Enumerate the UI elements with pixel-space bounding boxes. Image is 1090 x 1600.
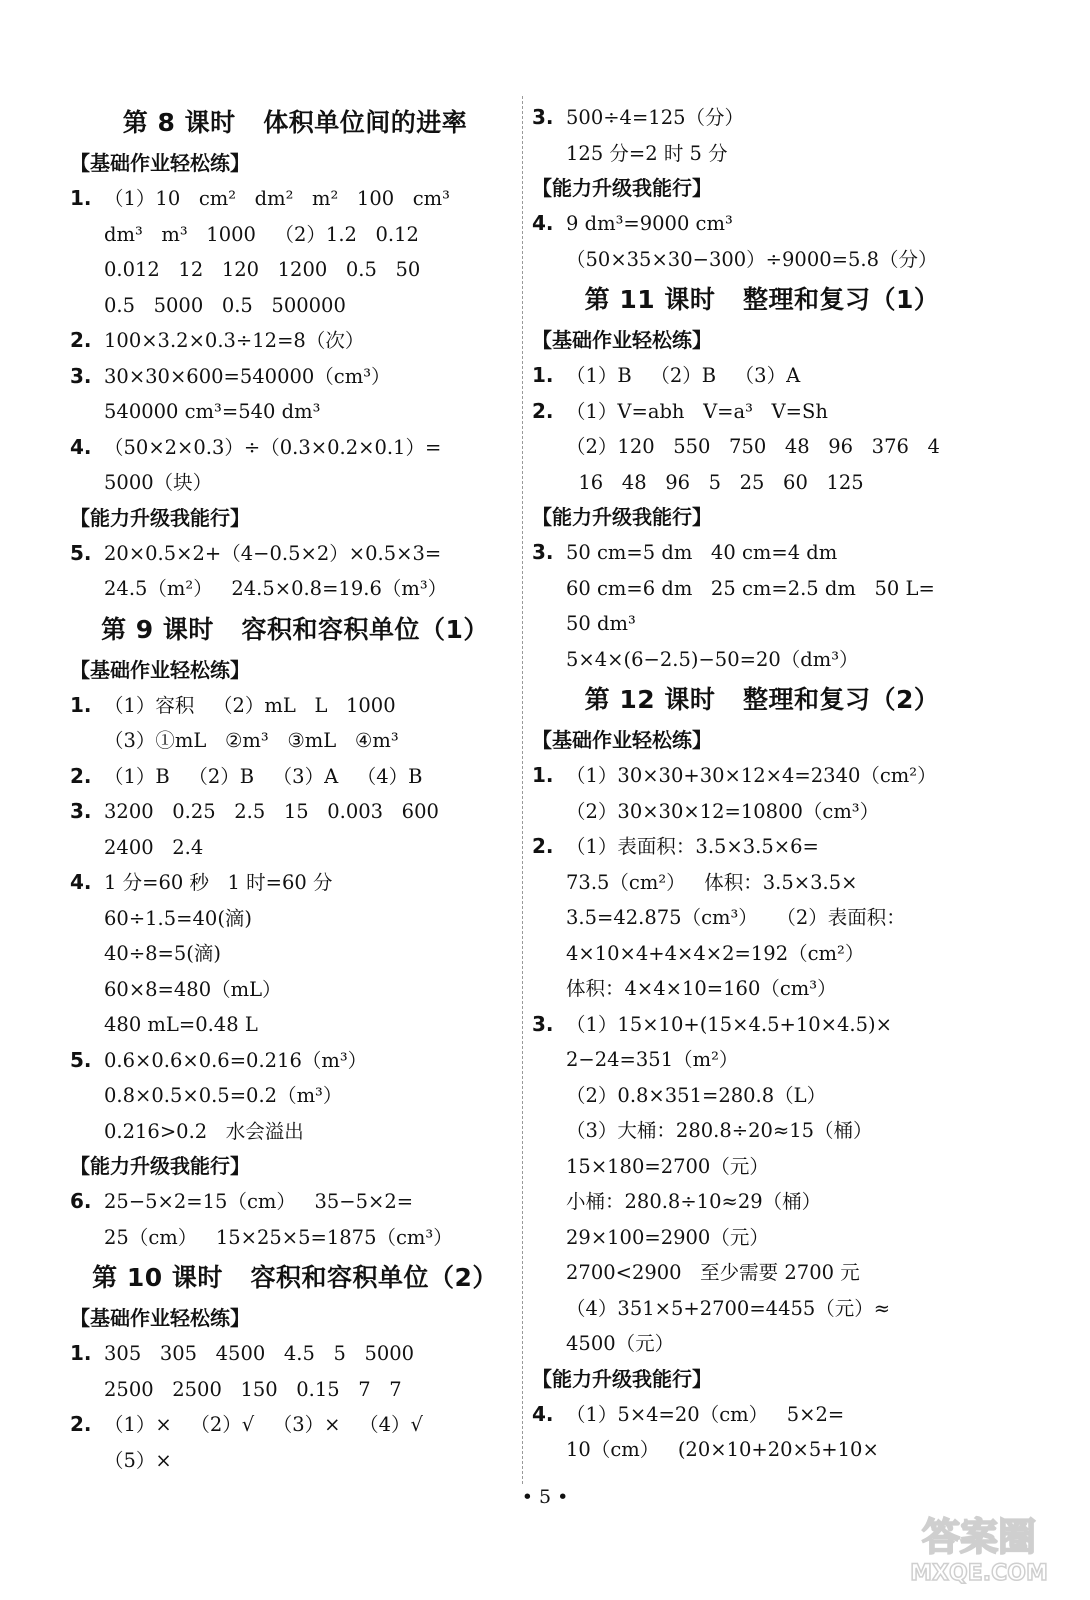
answer-line: （2）30×30×12=10800（cm³） <box>566 799 880 823</box>
answer-line: dm³ m³ 1000 （2）1.2 0.12 <box>104 222 419 246</box>
answer-line: （1）5×4=20（cm） 5×2= <box>566 1402 845 1426</box>
answer-line: 5×4×(6−2.5)−50=20（dm³） <box>566 647 859 671</box>
answer-line: （1）容积 （2）mL L 1000 <box>104 693 396 717</box>
question-item <box>70 359 520 430</box>
lesson-title: 第 9 课时 容积和容积单位（1） <box>101 614 489 644</box>
section-heading: 【能力升级我能行】 <box>70 505 250 530</box>
question-item <box>532 1397 992 1468</box>
answer-line: 9 dm³=9000 cm³ <box>566 212 733 235</box>
answer-line: （3）大桶：280.8÷20≈15（桶） <box>566 1119 873 1142</box>
question-item <box>532 829 992 1007</box>
section-heading: 【基础作业轻松练】 <box>70 1306 250 1330</box>
question-number: 2. <box>532 834 554 858</box>
question-item <box>70 1407 520 1478</box>
question-number: 5. <box>70 540 92 565</box>
watermark-sub-text: MXQE.COM <box>910 1561 1048 1586</box>
answer-line: 480 mL=0.48 L <box>104 1013 258 1036</box>
lesson-title: 第 8 课时 体积单位间的进率 <box>122 108 468 137</box>
answer-line: （1）× （2）√ （3）× （4）√ <box>104 1413 423 1436</box>
answer-line: （1）B （2）B （3）A <box>566 364 801 387</box>
answer-line: 3.5=42.875（cm³） （2）表面积： <box>566 906 906 929</box>
answer-line: （5）× <box>104 1448 172 1472</box>
answer-line: 0.8×0.5×0.5=0.2（m³） <box>104 1084 343 1107</box>
answer-line: 5000（块） <box>104 471 213 494</box>
answer-line: （2）0.8×351=280.8（L） <box>566 1083 827 1107</box>
answer-line: 25（cm） 15×25×5=1875（cm³） <box>104 1225 453 1249</box>
answer-line: 2700<2900 至少需要 2700 元 <box>566 1261 860 1284</box>
answer-line: 0.6×0.6×0.6=0.216（m³） <box>104 1048 368 1072</box>
question-item <box>532 206 992 277</box>
question-number: 4. <box>532 1401 554 1426</box>
question-item <box>532 394 992 501</box>
lesson-title: 第 12 课时 整理和复习（2） <box>584 685 940 714</box>
answer-line: （1）表面积：3.5×3.5×6= <box>566 835 819 858</box>
answer-line: 500÷4=125（分） <box>566 106 745 129</box>
page-number: • 5 • <box>521 1486 569 1508</box>
answer-line: （2）120 550 750 48 96 376 4 <box>566 435 940 458</box>
question-item <box>70 865 520 1043</box>
answer-line: （1）10 cm² dm² m² 100 cm³ <box>104 187 450 210</box>
question-number: 1. <box>70 1341 92 1365</box>
question-number: 2. <box>532 398 554 423</box>
lesson-title: 第 10 课时 容积和容积单位（2） <box>92 1263 498 1292</box>
answer-line: 60÷1.5=40(滴) <box>104 906 253 930</box>
question-number: 4. <box>70 434 92 459</box>
answer-line: 60×8=480（mL） <box>104 977 282 1001</box>
question-item <box>70 688 520 759</box>
question-number: 1. <box>532 763 554 787</box>
answer-line: 0.5 5000 0.5 500000 <box>104 293 346 317</box>
answer-line: 0.012 12 120 1200 0.5 50 <box>104 258 421 281</box>
answer-line: （1）V=abh V=a³ V=Sh <box>566 399 828 423</box>
answer-line: 100×3.2×0.3÷12=8（次） <box>104 329 365 352</box>
section-heading: 【基础作业轻松练】 <box>70 151 250 175</box>
section-heading: 【能力升级我能行】 <box>70 1154 250 1178</box>
question-item <box>70 536 520 607</box>
answer-line: 0.216>0.2 水会溢出 <box>104 1119 304 1143</box>
answer-line: 16 48 96 5 25 60 125 <box>566 470 864 494</box>
answer-line: 4500（元） <box>566 1332 675 1355</box>
question-number: 1. <box>70 692 92 717</box>
answer-line: 40÷8=5(滴) <box>104 942 222 965</box>
answer-line: 29×100=2900（元） <box>566 1225 769 1249</box>
answer-line: （50×35×30−300）÷9000=5.8（分） <box>566 247 938 271</box>
question-item <box>70 794 520 865</box>
answer-line: （1）30×30+30×12×4=2340（cm²） <box>566 764 937 787</box>
answer-line: 50 cm=5 dm 40 cm=4 dm <box>566 541 838 564</box>
answer-line: 10（cm） (20×10+20×5+10× <box>566 1438 879 1461</box>
answer-line: （50×2×0.3）÷（0.3×0.2×0.1）= <box>104 435 442 459</box>
section-heading: 【基础作业轻松练】 <box>70 657 250 682</box>
answer-line: 15×180=2700（元） <box>566 1154 769 1178</box>
answer-line: （1）B （2）B （3）A （4）B <box>104 764 423 788</box>
section-heading: 【能力升级我能行】 <box>532 505 712 529</box>
lesson-title: 第 11 课时 整理和复习（1） <box>584 285 940 314</box>
watermark-main-text: 答案圈 <box>921 1515 1037 1559</box>
watermark-logo <box>898 1508 1060 1588</box>
question-number: 5. <box>70 1047 92 1072</box>
answer-line: 2400 2.4 <box>104 835 204 859</box>
answer-line: 305 305 4500 4.5 5 5000 <box>104 1342 415 1365</box>
answer-line: 540000 cm³=540 dm³ <box>104 400 321 423</box>
question-item <box>70 1336 520 1407</box>
answer-line: 2−24=351（m²） <box>566 1048 739 1071</box>
question-item <box>532 358 992 394</box>
question-number: 1. <box>70 186 92 210</box>
column-divider <box>522 96 523 1484</box>
answer-line: 体积：4×4×10=160（cm³） <box>566 977 837 1000</box>
left-column <box>70 100 520 1478</box>
answer-line: 24.5（m²） 24.5×0.8=19.6（m³） <box>104 577 448 600</box>
question-number: 3. <box>532 105 554 129</box>
answer-line: （4）351×5+2700=4455（元）≈ <box>566 1296 891 1320</box>
right-column <box>532 100 992 1468</box>
question-number: 2. <box>70 763 92 788</box>
answer-line: 20×0.5×2+（4−0.5×2）×0.5×3= <box>104 541 442 565</box>
answer-line: 小桶：280.8÷10≈29（桶） <box>566 1190 822 1213</box>
question-number: 3. <box>532 1011 554 1036</box>
section-heading: 【能力升级我能行】 <box>532 1366 712 1391</box>
question-number: 4. <box>70 870 92 894</box>
answer-line: 2500 2500 150 0.15 7 7 <box>104 1377 402 1401</box>
question-number: 3. <box>70 799 92 823</box>
question-number: 6. <box>70 1189 92 1213</box>
answer-line: 60 cm=6 dm 25 cm=2.5 dm 50 L= <box>566 576 935 600</box>
question-number: 2. <box>70 1412 92 1436</box>
question-item <box>70 323 520 359</box>
question-number: 1. <box>532 363 554 387</box>
question-item <box>532 1007 992 1362</box>
question-item <box>532 535 992 677</box>
question-number: 2. <box>70 328 92 352</box>
answer-line: 73.5（cm²） 体积：3.5×3.5× <box>566 870 858 894</box>
section-heading: 【能力升级我能行】 <box>532 176 712 200</box>
section-heading: 【基础作业轻松练】 <box>532 328 712 352</box>
answer-line: 50 dm³ <box>566 612 636 635</box>
question-number: 3. <box>70 363 92 388</box>
question-item <box>532 758 992 829</box>
question-number: 4. <box>532 211 554 235</box>
section-heading: 【基础作业轻松练】 <box>532 728 712 752</box>
answer-line: 25−5×2=15（cm） 35−5×2= <box>104 1190 414 1213</box>
answer-line: 3200 0.25 2.5 15 0.003 600 <box>104 800 439 823</box>
question-item <box>532 100 992 171</box>
answer-line: （3）①mL ②m³ ③mL ④m³ <box>104 729 399 752</box>
answer-line: （1）15×10+(15×4.5+10×4.5)× <box>566 1012 892 1036</box>
answer-line: 125 分=2 时 5 分 <box>566 141 728 165</box>
question-item <box>70 430 520 501</box>
question-number: 3. <box>532 540 554 564</box>
question-item <box>70 1184 520 1255</box>
question-item <box>70 759 520 795</box>
answer-line: 4×10×4+4×4×2=192（cm²） <box>566 941 865 965</box>
answer-line: 1 分=60 秒 1 时=60 分 <box>104 871 333 894</box>
question-item <box>70 181 520 323</box>
answer-line: 30×30×600=540000（cm³） <box>104 364 391 388</box>
question-item <box>70 1043 520 1150</box>
